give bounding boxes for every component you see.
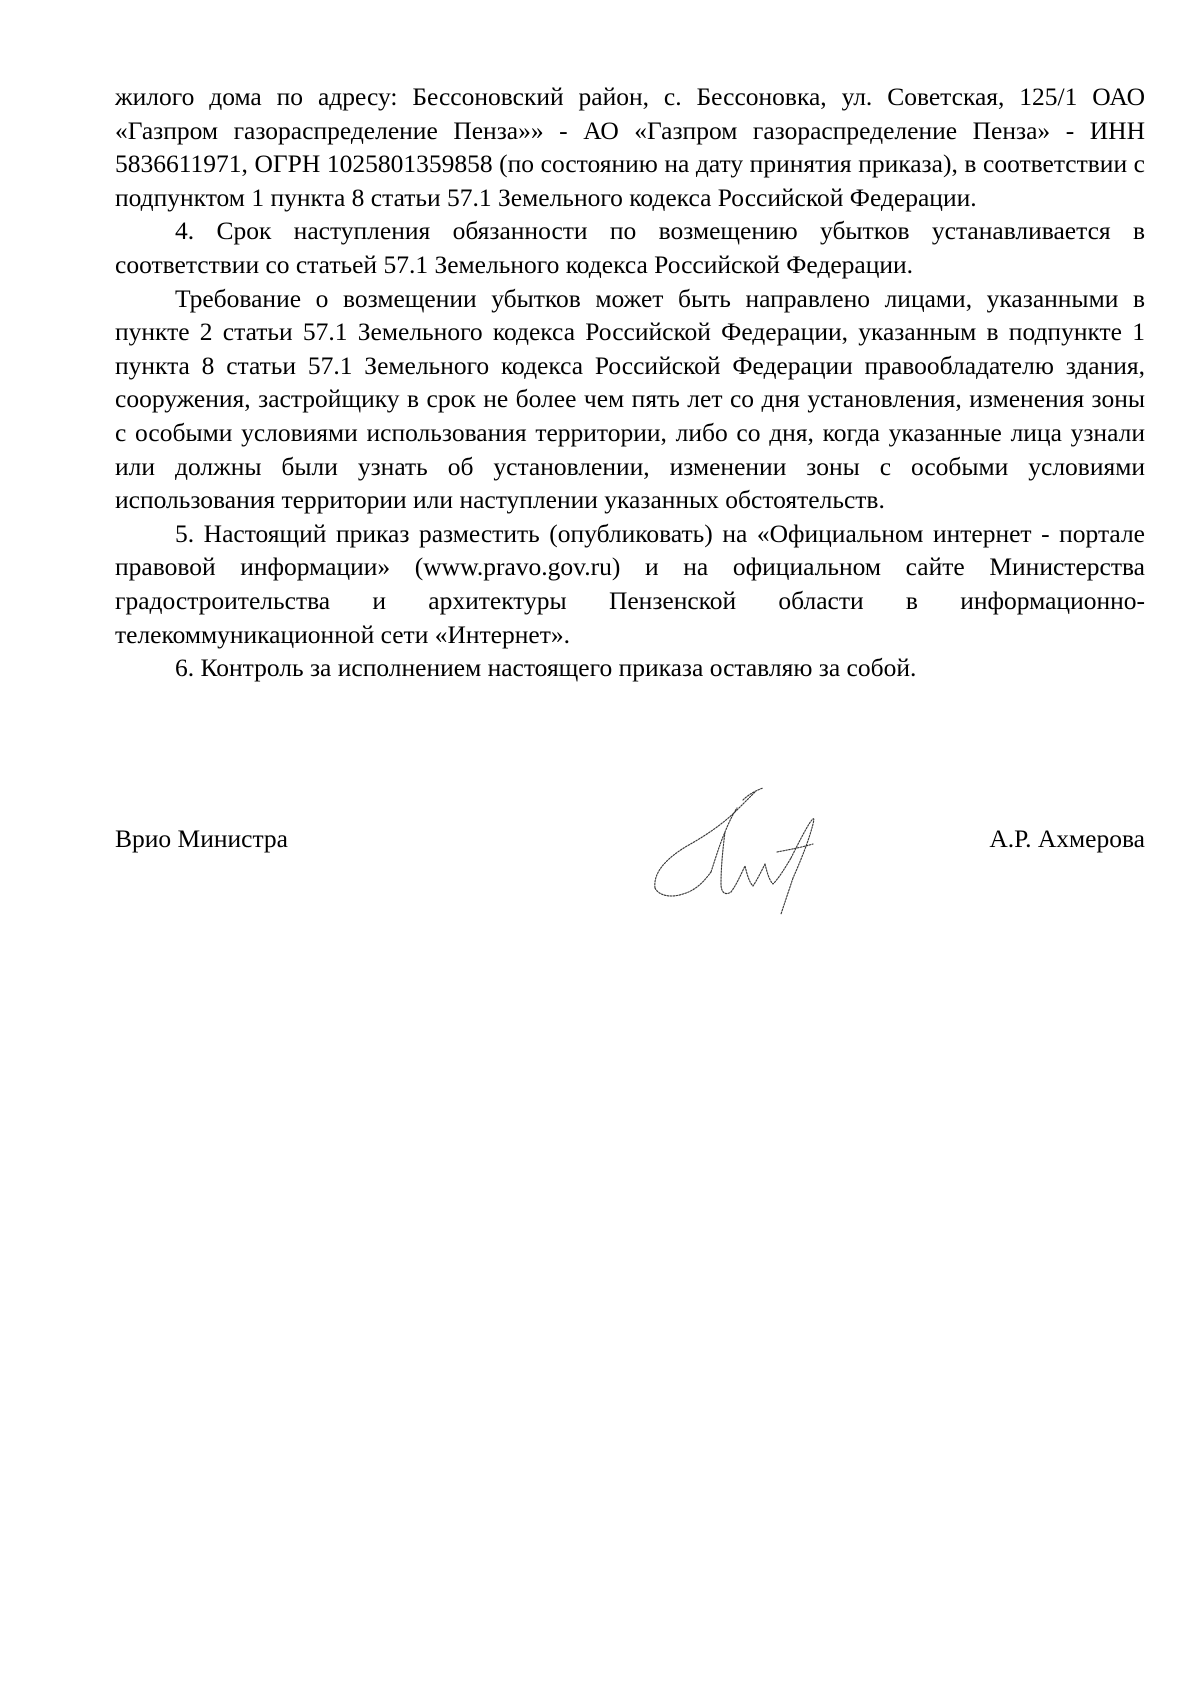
handwritten-signature-icon [645, 780, 835, 920]
paragraph-item-6: 6. Контроль за исполнением настоящего приказа оставляю за собой. [175, 653, 917, 683]
document-body [115, 80, 1145, 685]
signatory-name: А.Р. Ахмерова [989, 824, 1145, 853]
paragraph-claim-requirement: Требование о возмещении убытков может быть направлено лицами, указанными в пункте 2 статьи 57.1 Земельного кодекса Российской Федерации, указанным в подпункте 1 пункта 8 статьи 57.1 Земельного кодекса Российской Федерации правообладателю здания, сооружения, застройщику в срок не более чем пять лет со дня установления, изменения зоны с особыми условиями использования территории, либо со дня, когда указанные лица узнали или должны были узнать об установлении, изменении зоны с особыми условиями использования территории или наступлении указанных обстоятельств. [115, 283, 1145, 515]
paragraph-address-continuation: жилого дома по адресу: Бессоновский район, с. Бессоновка, ул. Советская, 125/1 ОАО «Газпром газораспределение Пенза»» - АО «Газпром газораспределение Пенза» - ИНН 5836611971, ОГРН 1025801359858 (по состоянию на дату принятия приказа), в соответствии с подпунктом 1 пункта 8 статьи 57.1 Земельного кодекса Российской Федерации. [115, 82, 1145, 212]
signatory-title: Врио Министра [115, 824, 288, 853]
paragraph-item-5: 5. Настоящий приказ разместить (опубликовать) на «Официальном интернет - портале правовой информации» (www.pravo.gov.ru) и на официальном сайте Министерства градостроительства и архитектуры Пензенской области в информационно-телекоммуникационной сети «Интернет». [115, 518, 1145, 649]
paragraph-item-4: 4. Срок наступления обязанности по возмещению убытков устанавливается в соответствии со статьей 57.1 Земельного кодекса Российской Федерации. [115, 216, 1145, 279]
signature-block [115, 780, 1145, 920]
